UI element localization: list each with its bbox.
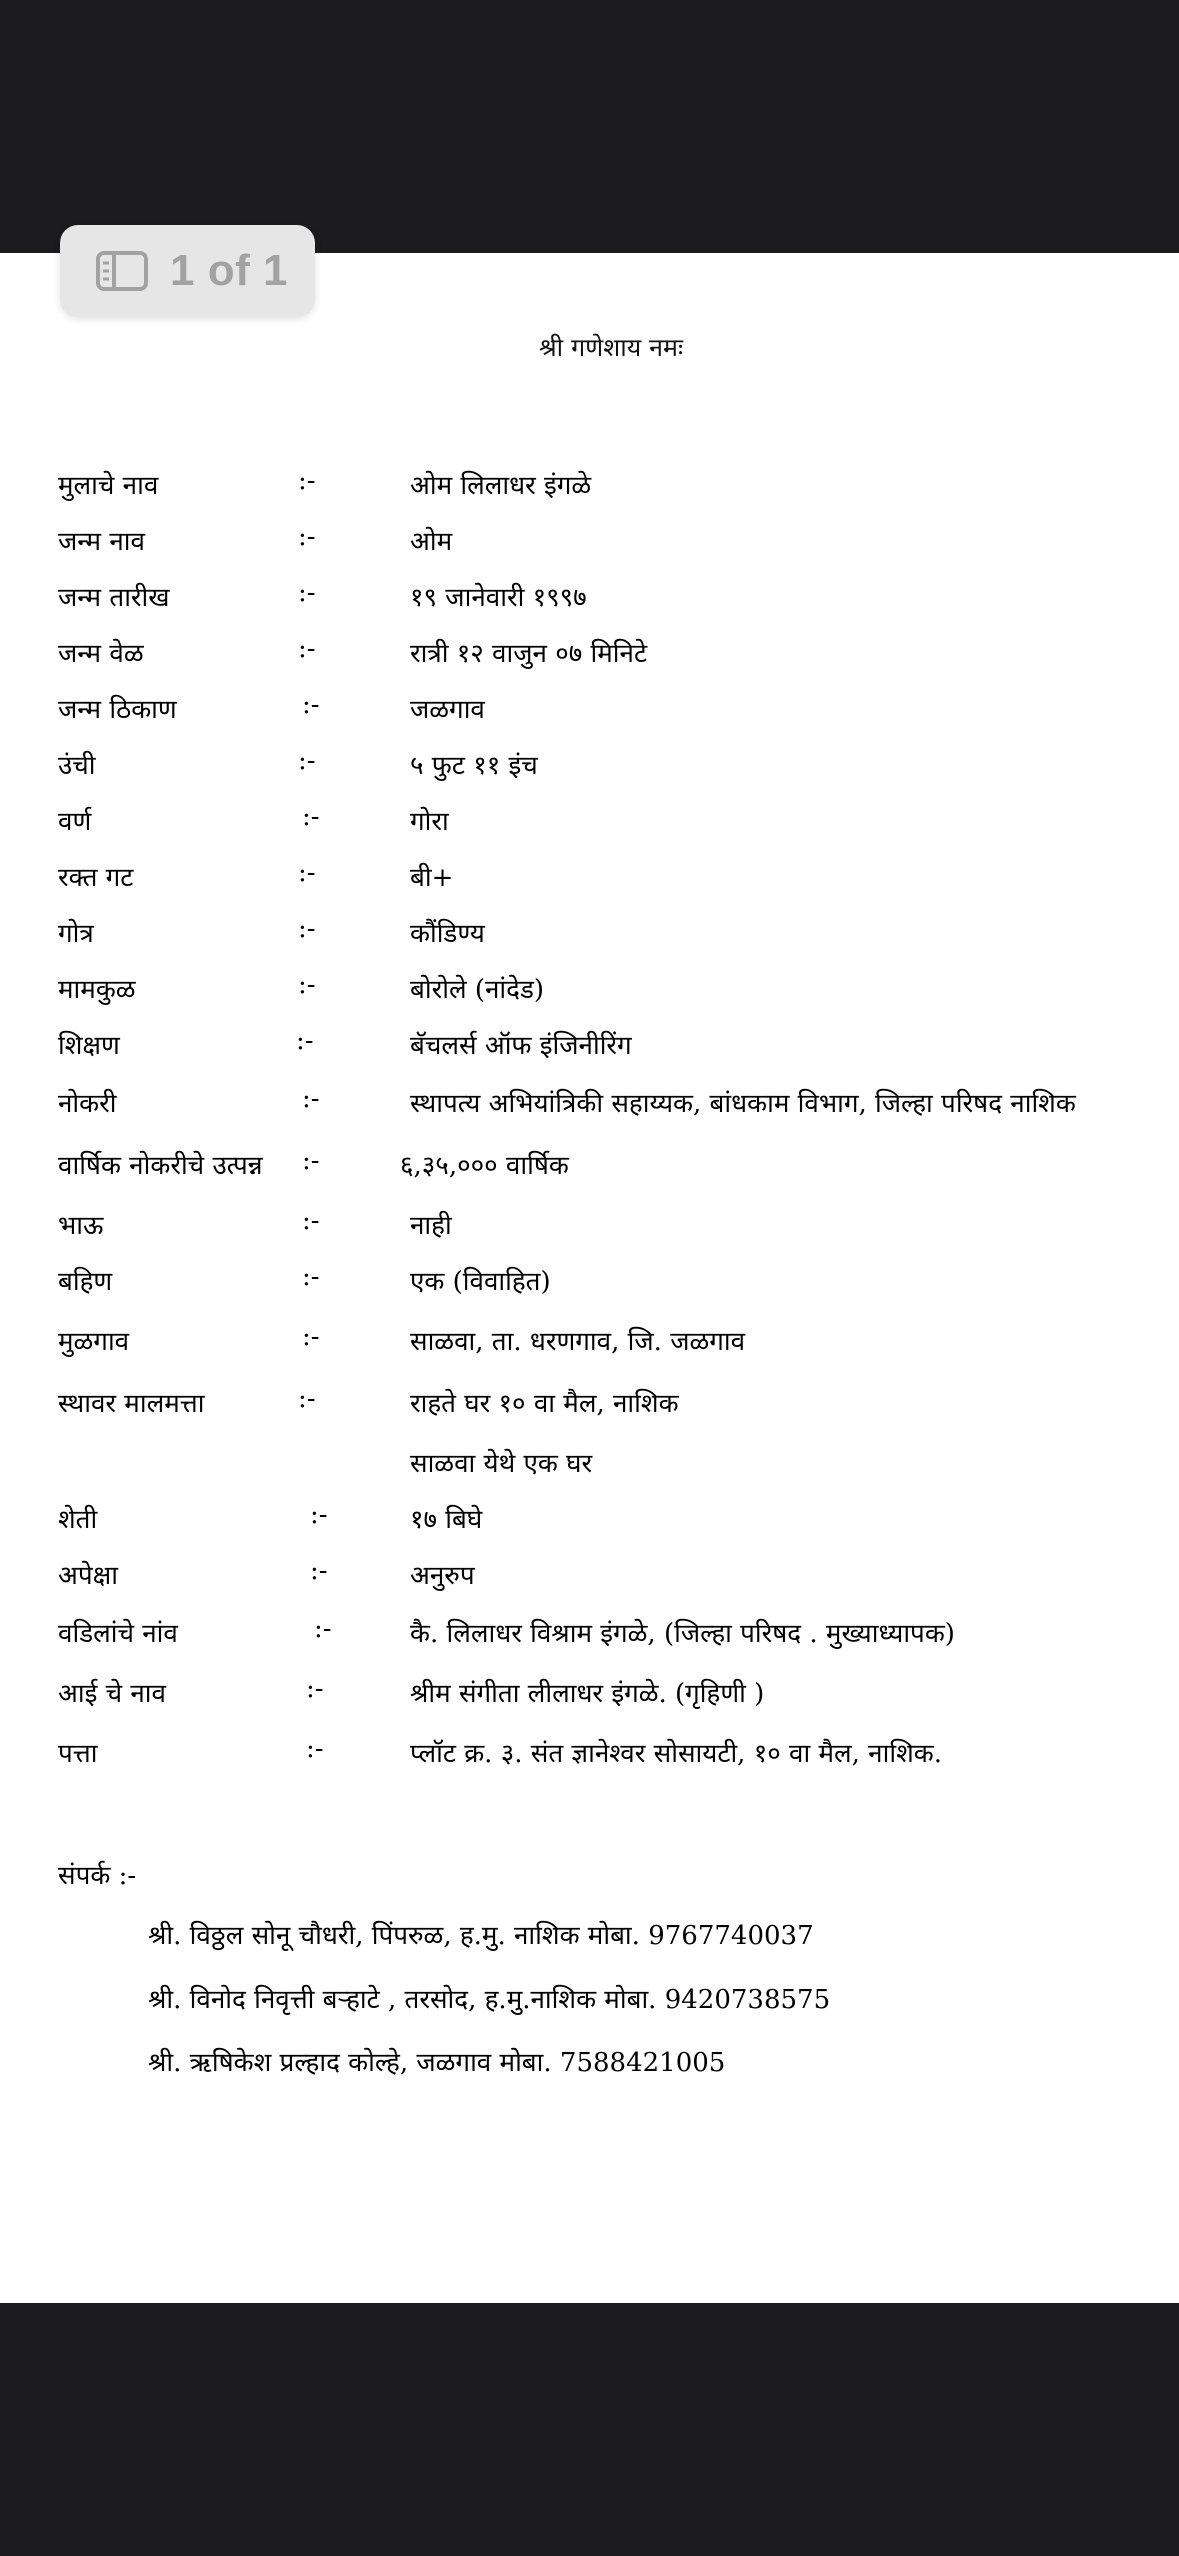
field-value: एक (विवाहित)	[410, 1267, 551, 1297]
field-value: बी+	[410, 863, 454, 893]
field-separator: :-	[298, 634, 316, 664]
viewer-top-bar	[0, 0, 1179, 253]
field-separator: :-	[306, 1674, 324, 1704]
field-value: १७ बिघे	[410, 1505, 483, 1535]
page-indicator-button[interactable]	[60, 225, 315, 317]
field-label: आई चे नाव	[58, 1679, 166, 1709]
field-value: गोरा	[410, 807, 449, 837]
field-value: प्लॉट क्र. ३. संत ज्ञानेश्वर सोसायटी, १० वा मैल, नाशिक.	[410, 1739, 942, 1769]
field-label: भाऊ	[58, 1211, 104, 1241]
field-value: स्थापत्य अभियांत्रिकी सहाय्यक, बांधकाम विभाग, जिल्हा परिषद नाशिक	[410, 1089, 1076, 1119]
field-label: शेती	[58, 1505, 98, 1535]
contact-entry: श्री. ऋषिकेश प्रल्हाद कोल्हे, जळगाव मोबा. 7588421005	[148, 2048, 726, 2078]
field-separator: :-	[310, 1556, 328, 1586]
field-value: जळगाव	[410, 695, 485, 725]
field-value: श्रीम संगीता लीलाधर इंगळे. (गृहिणी )	[410, 1679, 765, 1709]
field-separator: :-	[302, 802, 320, 832]
field-label: जन्म वेळ	[58, 639, 144, 669]
field-value: कौंडिण्य	[410, 919, 485, 949]
field-value: रात्री १२ वाजुन ०७ मिनिटे	[410, 639, 648, 669]
field-label: वर्ण	[58, 807, 92, 837]
field-label: रक्त गट	[58, 863, 134, 893]
contact-entry: श्री. विनोद निवृत्ती बऱ्हाटे , तरसोद, ह.मु.नाशिक मोबा. 9420738575	[148, 1985, 831, 2015]
field-label: बहिण	[58, 1267, 113, 1297]
field-separator: :-	[296, 1026, 314, 1056]
field-value: ६,३५,००० वार्षिक	[400, 1151, 569, 1181]
field-label: जन्म ठिकाण	[58, 695, 177, 725]
field-value: साळवा, ता. धरणगाव, जि. जळगाव	[410, 1327, 746, 1357]
field-label: स्थावर मालमत्ता	[58, 1389, 205, 1419]
field-separator: :-	[298, 746, 316, 776]
field-separator: :-	[302, 1146, 320, 1176]
field-label: शिक्षण	[58, 1031, 120, 1061]
field-label: पत्ता	[58, 1739, 98, 1769]
document-header: श्री गणेशाय नमः	[538, 333, 684, 362]
page-count-label: 1 of 1	[170, 246, 288, 295]
contact-title: संपर्क :-	[58, 1861, 137, 1891]
field-label: मुलाचे नाव	[58, 471, 159, 501]
field-label: उंची	[58, 751, 96, 781]
field-separator: :-	[298, 914, 316, 944]
field-separator: :-	[298, 522, 316, 552]
field-separator: :-	[298, 466, 316, 496]
field-label: वडिलांचे नांव	[58, 1619, 178, 1649]
field-separator: :-	[302, 1206, 320, 1236]
field-separator: :-	[302, 1322, 320, 1352]
field-value: बोरोले (नांदेड)	[410, 975, 545, 1005]
field-label: वार्षिक नोकरीचे उत्पन्न	[58, 1151, 263, 1181]
field-value: बॅचलर्स ऑफ इंजिनीरिंग	[410, 1031, 632, 1061]
field-label: गोत्र	[58, 919, 94, 949]
field-label: अपेक्षा	[58, 1561, 119, 1591]
field-separator: :-	[298, 970, 316, 1000]
field-value: ओम	[410, 527, 453, 557]
field-label: जन्म तारीख	[58, 583, 170, 613]
viewer-bottom-bar	[0, 2303, 1179, 2556]
field-separator: :-	[298, 1384, 316, 1414]
field-value: १९ जानेवारी १९९७	[410, 583, 587, 613]
field-separator: :-	[302, 690, 320, 720]
field-label: मुळगाव	[58, 1327, 130, 1357]
field-value: नाही	[410, 1211, 452, 1241]
field-value: ओम लिलाधर इंगळे	[410, 471, 592, 501]
field-value: ५ फुट ११ इंच	[410, 751, 538, 781]
field-separator: :-	[310, 1500, 328, 1530]
field-value: अनुरुप	[410, 1561, 475, 1591]
field-label: मामकुळ	[58, 975, 136, 1005]
field-separator: :-	[302, 1262, 320, 1292]
field-value: साळवा येथे एक घर	[410, 1449, 593, 1479]
field-label: जन्म नाव	[58, 527, 145, 557]
contact-entry: श्री. विठ्ठल सोनू चौधरी, पिंपरुळ, ह.मु. नाशिक मोबा. 9767740037	[148, 1921, 814, 1951]
field-separator: :-	[302, 1084, 320, 1114]
field-separator: :-	[298, 578, 316, 608]
field-value: कै. लिलाधर विश्राम इंगळे, (जिल्हा परिषद . मुख्याध्यापक)	[410, 1619, 955, 1649]
field-separator: :-	[314, 1614, 332, 1644]
field-separator: :-	[306, 1734, 324, 1764]
field-value: राहते घर १० वा मैल, नाशिक	[410, 1389, 679, 1419]
field-label: नोकरी	[58, 1089, 117, 1119]
sidebar-icon	[96, 251, 148, 291]
field-separator: :-	[298, 858, 316, 888]
